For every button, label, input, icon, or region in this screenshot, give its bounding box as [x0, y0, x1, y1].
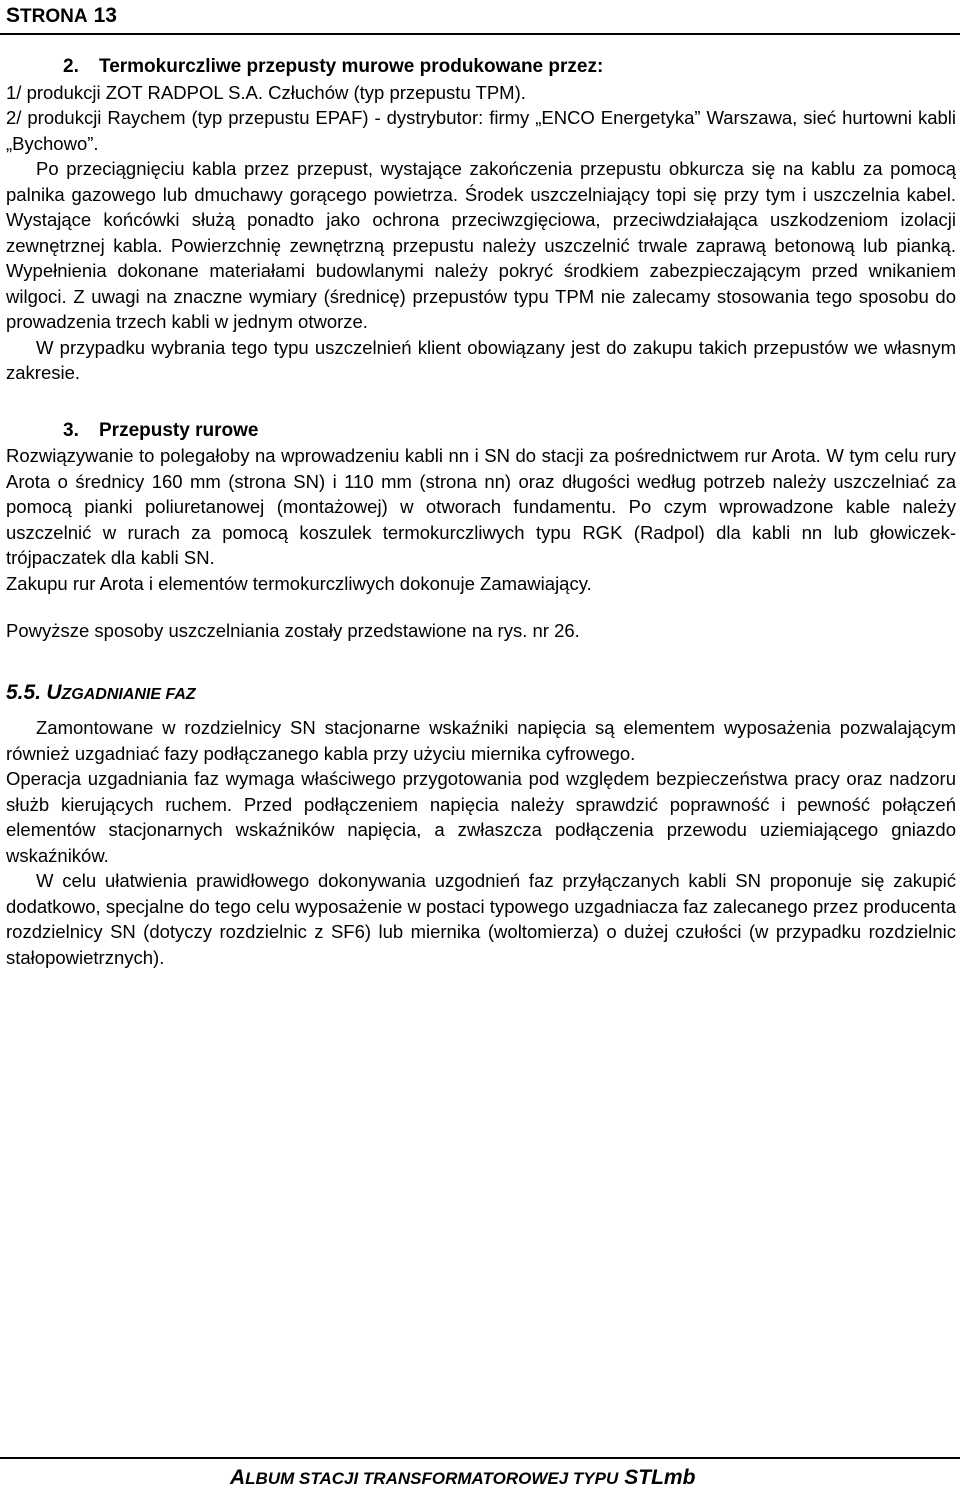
spacer — [6, 386, 956, 412]
section-2-title: Termokurczliwe przepusty murowe produkowane przez: — [99, 56, 604, 77]
section-2-item-2: 2/ produkcji Raychem (typ przepustu EPAF) - dystrybutor: firmy „ENCO Energetyka” Warszawa, sieć hurtowni kabli „Bychowo”. — [6, 107, 956, 154]
section-3-title: Przepusty rurowe — [99, 419, 259, 441]
section-5-5-title-initial: U — [46, 680, 62, 704]
page-header — [6, 4, 117, 28]
section-3-number: 3. — [63, 419, 79, 441]
footer-initial: A — [230, 1466, 246, 1489]
footer-title: LBUM STACJI TRANSFORMATOROWEJ TYPU — [245, 1469, 619, 1488]
section-5-5-number: 5.5. — [6, 680, 42, 704]
section-5-5-paragraph-3: W celu ułatwienia prawidłowego dokonywania uzgodnień faz przyłączanych kabli SN proponuje się zakupić dodatkowo, specjalne do tego celu wyposażenie w postaci typowego uzgadniacza faz zalecanego przez producenta rozdzielnicy SN (dotyczy rozdzielnic z SF6) lub miernika (woltomierza) o dużej czułości (w przypadku rozdzielnic stałopowietrznych). — [6, 870, 956, 968]
section-5-5-title: ZGADNIANIE FAZ — [61, 685, 196, 703]
header-divider — [0, 33, 960, 35]
section-3-paragraph-3: Powyższe sposoby uszczelniania zostały przedstawione na rys. nr 26. — [6, 620, 580, 641]
section-3-paragraph-1: Rozwiązywanie to polegałoby na wprowadzeniu kabli nn i SN do stacji za pośrednictwem rur Arota. W tym celu rury Arota o średnicy 160 mm (strona SN) i 110 mm (strona nn) oraz długości według potrzeb należy uszczelniać za pomocą pianki poliuretanowej (montażowej) w otworach fundamentu. Po czym wprowadzone kable należy uszczelnić w rurach za pomocą koszulek termokurczliwych typu RGK (Radpol) dla kabli nn lub głowiczek-trójpaczatek dla kabli SN. — [6, 445, 956, 568]
page-footer — [230, 1466, 695, 1490]
section-5-5-paragraph-1: Zamontowane w rozdzielnicy SN stacjonarne wskaźniki napięcia są elementem wyposażenia pozwalającym również uzgadniać fazy podłączanego kabla przy użyciu miernika cyfrowego. — [6, 717, 956, 764]
document-body — [6, 54, 956, 970]
footer-divider — [0, 1457, 960, 1459]
spacer — [6, 644, 956, 680]
header-prefix: S — [6, 4, 21, 27]
section-2-heading — [63, 54, 956, 80]
section-5-5-paragraph-2: Operacja uzgadniania faz wymaga właściwego przygotowania pod względem bezpieczeństwa pracy oraz nadzoru służb kierujących ruchem. Przed podłączeniem napięcia należy sprawdzić poprawność i pewność połączeń elementów stacjonarnych wskaźników napięcia, a zwłaszcza podłączenia przewodu uziemiającego gniazdo wskaźników. — [6, 768, 956, 866]
footer-model: STLmb — [624, 1466, 696, 1489]
spacer — [6, 707, 956, 715]
spacer — [6, 596, 956, 618]
section-2-item-1: 1/ produkcji ZOT RADPOL S.A. Człuchów (typ przepustu TPM). — [6, 81, 526, 103]
section-5-5-heading — [6, 680, 956, 708]
header-title: TRONA — [20, 6, 88, 27]
page-number: 13 — [93, 4, 117, 27]
section-2-number: 2. — [63, 56, 79, 77]
section-2-paragraph-1: Po przeciągnięciu kabla przez przepust, wystające zakończenia przepustu obkurcza się na kablu za pomocą palnika gazowego lub dmuchawy gorącego powietrza. Środek uszczelniający topi się przy tym i uszczelnia kabel. Wystające końcówki służą ponadto jako ochrona przeciwzgięciowa, przeciwdziałająca uszkodzeniom izolacji zewnętrznej kabla. Powierzchnię zewnętrzną przepustu należy uszczelnić trwale zaprawą betonową lub pianką. Wypełnienia dokonane materiałami budowlanymi należy pokryć środkiem zabezpieczającym przed wnikaniem wilgoci. Z uwagi na znaczne wymiary (średnicę) przepustów typu TPM nie zalecamy stosowania tego sposobu do prowadzenia trzech kabli w jednym otworze. — [6, 158, 956, 332]
section-3-paragraph-2: Zakupu rur Arota i elementów termokurczliwych dokonuje Zamawiający. — [6, 572, 592, 594]
section-3-heading — [63, 418, 956, 444]
section-2-paragraph-2: W przypadku wybrania tego typu uszczelnień klient obowiązany jest do zakupu takich przepustów we własnym zakresie. — [6, 336, 956, 383]
